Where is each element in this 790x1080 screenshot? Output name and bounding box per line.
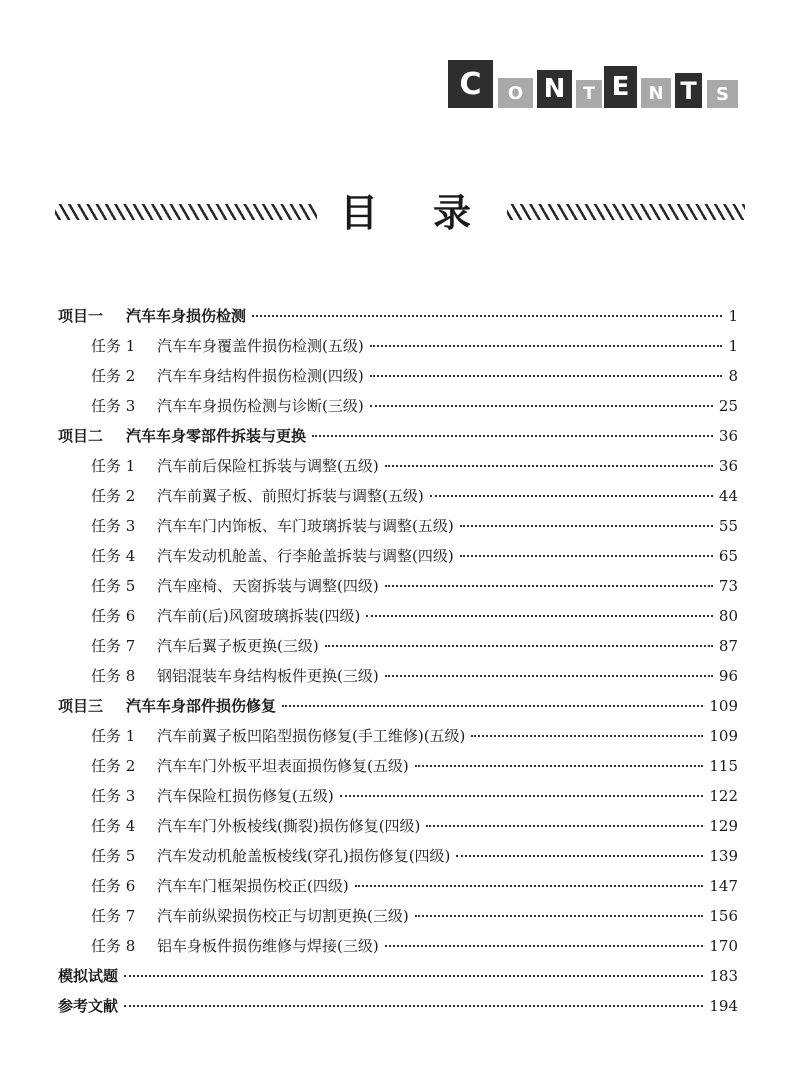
toc-page-number: 109 — [709, 727, 738, 745]
toc-task-row[interactable] — [58, 601, 738, 631]
toc-entry-number: 任务 7 — [91, 907, 136, 925]
toc-entry-number: 项目二 — [58, 427, 104, 445]
toc-task-row[interactable] — [58, 781, 738, 811]
dot-leader — [366, 615, 712, 617]
toc-entry-title: 汽车发动机舱盖板棱线(穿孔)损伤修复(四级) — [157, 847, 451, 865]
dot-leader — [415, 765, 704, 767]
toc-section-row[interactable] — [58, 991, 738, 1021]
dot-leader — [456, 855, 703, 857]
toc-page-number: 44 — [718, 487, 738, 505]
dot-leader — [312, 435, 713, 437]
toc-entry-title: 汽车后翼子板更换(三级) — [157, 637, 319, 655]
toc-entry-number: 任务 1 — [91, 727, 136, 745]
toc-task-row[interactable] — [58, 451, 738, 481]
logo-letter-block: N — [641, 78, 671, 108]
toc-entry-title: 汽车发动机舱盖、行李舱盖拆装与调整(四级) — [157, 547, 454, 565]
logo-letter-block: C — [448, 60, 493, 108]
dot-leader — [471, 735, 703, 737]
toc-page-number: 183 — [709, 967, 738, 985]
dot-leader — [460, 555, 713, 557]
toc-page-number: 156 — [709, 907, 738, 925]
toc-entry-title: 汽车车门外板平坦表面损伤修复(五级) — [157, 757, 409, 775]
toc-entry-title: 参考文献 — [58, 997, 119, 1015]
contents-logo — [0, 0, 790, 120]
dot-leader — [430, 495, 713, 497]
toc-entry-number: 项目三 — [58, 697, 104, 715]
toc-page-number: 129 — [709, 817, 738, 835]
toc-entry-title: 汽车车身损伤检测与诊断(三级) — [157, 397, 364, 415]
dot-leader — [426, 825, 703, 827]
toc-task-row[interactable] — [58, 511, 738, 541]
dot-leader — [370, 375, 723, 377]
toc-entry-number: 任务 3 — [91, 787, 136, 805]
toc-task-row[interactable] — [58, 751, 738, 781]
toc-entry-number: 任务 3 — [91, 397, 136, 415]
toc-task-row[interactable] — [58, 811, 738, 841]
dot-leader — [252, 315, 722, 317]
toc-entry-number: 任务 4 — [91, 547, 136, 565]
toc-entry-number: 任务 1 — [91, 457, 136, 475]
toc-entry-number: 任务 8 — [91, 937, 136, 955]
toc-task-row[interactable] — [58, 331, 738, 361]
toc-entry-title: 汽车保险杠损伤修复(五级) — [157, 787, 334, 805]
toc-page-number: 36 — [718, 427, 738, 445]
toc-title — [55, 190, 745, 235]
toc-entry-number: 任务 7 — [91, 637, 136, 655]
toc-entry-title: 钢铝混装车身结构板件更换(三级) — [157, 667, 379, 685]
toc-page-number: 87 — [718, 637, 738, 655]
toc-task-row[interactable] — [58, 631, 738, 661]
toc-task-row[interactable] — [58, 391, 738, 421]
toc-entry-number: 任务 5 — [91, 847, 136, 865]
toc-page-number: 8 — [728, 367, 738, 385]
dot-leader — [124, 975, 703, 977]
toc-task-row[interactable] — [58, 901, 738, 931]
logo-letter-block: O — [498, 78, 533, 108]
left-hatch-decoration — [55, 204, 317, 220]
dot-leader — [415, 915, 704, 917]
toc-entry-number: 任务 5 — [91, 577, 136, 595]
toc-page-number: 170 — [709, 937, 738, 955]
toc-entry-number: 任务 2 — [91, 487, 136, 505]
toc-task-row[interactable] — [58, 931, 738, 961]
logo-letter-block: N — [537, 70, 572, 108]
right-hatch-decoration — [507, 204, 745, 220]
toc-entry-number: 项目一 — [58, 307, 104, 325]
toc-page-number: 115 — [709, 757, 738, 775]
title-char-lu: 录 — [433, 190, 472, 235]
toc-task-row[interactable] — [58, 361, 738, 391]
dot-leader — [385, 945, 704, 947]
toc-page-number: 122 — [709, 787, 738, 805]
toc-task-row[interactable] — [58, 871, 738, 901]
toc-entry-number: 任务 6 — [91, 607, 136, 625]
toc-task-row[interactable] — [58, 661, 738, 691]
toc-page-number: 1 — [728, 307, 738, 325]
toc-page-number: 65 — [718, 547, 738, 565]
dot-leader — [340, 795, 704, 797]
toc-entry-number: 任务 8 — [91, 667, 136, 685]
toc-entry-title: 汽车车身损伤检测 — [126, 307, 247, 325]
toc-page-number: 36 — [718, 457, 738, 475]
dot-leader — [370, 345, 723, 347]
toc-entry-title: 汽车车门框架损伤校正(四级) — [157, 877, 349, 895]
toc-project-row[interactable] — [58, 691, 738, 721]
toc-task-row[interactable] — [58, 481, 738, 511]
toc-entry-title: 汽车车门外板棱线(撕裂)损伤修复(四级) — [157, 817, 421, 835]
dot-leader — [385, 465, 713, 467]
toc-task-row[interactable] — [58, 841, 738, 871]
toc-entry-title: 汽车前纵梁损伤校正与切割更换(三级) — [157, 907, 409, 925]
toc-entry-title: 汽车前翼子板、前照灯拆装与调整(五级) — [157, 487, 424, 505]
logo-letter-block: T — [675, 73, 702, 108]
toc-page-number: 25 — [718, 397, 738, 415]
toc-page-number: 73 — [718, 577, 738, 595]
toc-entry-title: 汽车车门内饰板、车门玻璃拆装与调整(五级) — [157, 517, 454, 535]
dot-leader — [385, 585, 713, 587]
toc-section-row[interactable] — [58, 961, 738, 991]
toc-entry-title: 汽车车身覆盖件损伤检测(五级) — [157, 337, 364, 355]
toc-entry-title: 汽车前(后)风窗玻璃拆装(四级) — [157, 607, 361, 625]
toc-project-row[interactable] — [58, 301, 738, 331]
toc-entry-number: 任务 2 — [91, 367, 136, 385]
toc-entry-number: 任务 3 — [91, 517, 136, 535]
logo-letter-block: T — [576, 80, 602, 108]
toc-page-number: 147 — [709, 877, 738, 895]
toc-page-number: 1 — [728, 337, 738, 355]
toc-page-number: 96 — [718, 667, 738, 685]
toc-page-number: 139 — [709, 847, 738, 865]
toc-task-row[interactable] — [58, 541, 738, 571]
dot-leader — [460, 525, 713, 527]
toc-entry-title: 汽车座椅、天窗拆装与调整(四级) — [157, 577, 379, 595]
toc-entry-title: 模拟试题 — [58, 967, 119, 985]
toc-page-number: 55 — [718, 517, 738, 535]
toc-page-number: 80 — [718, 607, 738, 625]
toc-entry-title: 汽车车身结构件损伤检测(四级) — [157, 367, 364, 385]
toc-entry-number: 任务 4 — [91, 817, 136, 835]
logo-letter-block: S — [707, 80, 738, 108]
toc-task-row[interactable] — [58, 721, 738, 751]
toc-entry-title: 铝车身板件损伤维修与焊接(三级) — [157, 937, 379, 955]
toc-entry-number: 任务 6 — [91, 877, 136, 895]
toc-entry-title: 汽车前翼子板凹陷型损伤修复(手工维修)(五级) — [157, 727, 466, 745]
toc-entry-number: 任务 2 — [91, 757, 136, 775]
toc-entry-title: 汽车前后保险杠拆装与调整(五级) — [157, 457, 379, 475]
toc-page-number: 194 — [709, 997, 738, 1015]
toc-page-number: 109 — [709, 697, 738, 715]
toc-entry-title: 汽车车身部件损伤修复 — [126, 697, 277, 715]
logo-letter-block: E — [604, 66, 637, 108]
toc-project-row[interactable] — [58, 421, 738, 451]
title-char-mu: 目 — [340, 190, 379, 235]
dot-leader — [370, 405, 713, 407]
toc-entry-title: 汽车车身零部件拆装与更换 — [126, 427, 307, 445]
table-of-contents — [58, 301, 738, 1021]
dot-leader — [385, 675, 713, 677]
dot-leader — [355, 885, 704, 887]
dot-leader — [124, 1005, 703, 1007]
toc-task-row[interactable] — [58, 571, 738, 601]
toc-entry-number: 任务 1 — [91, 337, 136, 355]
dot-leader — [325, 645, 713, 647]
dot-leader — [282, 705, 703, 707]
